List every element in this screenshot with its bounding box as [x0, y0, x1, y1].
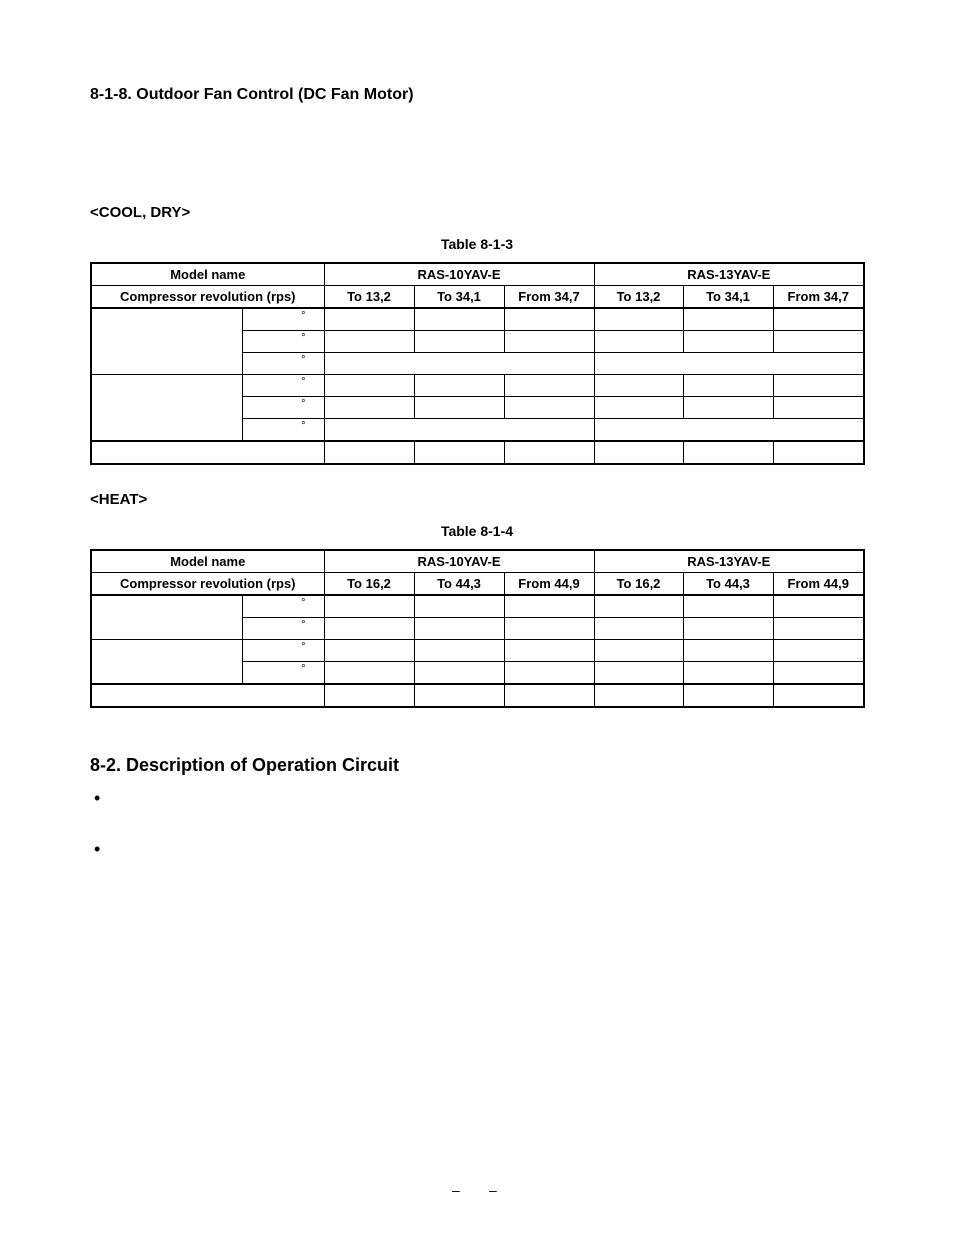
table-cell — [324, 618, 414, 640]
table-caption-8-1-4: Table 8-1-4 — [440, 523, 514, 539]
compressor-revolution-header: Compressor revolution (rps) — [91, 286, 324, 309]
bottom-row-label-cell — [91, 441, 324, 464]
model-name-header: Model name — [91, 263, 324, 286]
table-cell — [504, 441, 594, 464]
table-cell — [773, 308, 864, 331]
footer-dash-right: – — [489, 1182, 497, 1198]
row-group-cell — [91, 308, 242, 375]
model-b-header: RAS-13YAV-E — [594, 550, 864, 573]
table-cell — [594, 419, 864, 442]
degree-cell: ° — [242, 375, 324, 397]
col-header: To 13,2 — [594, 286, 683, 309]
table-cell — [504, 397, 594, 419]
table-8-1-4 — [90, 549, 865, 708]
table-cell — [414, 308, 504, 331]
table-cell — [773, 595, 864, 618]
table-cell — [414, 684, 504, 707]
col-header: From 34,7 — [504, 286, 594, 309]
footer-dash-left: – — [452, 1182, 460, 1198]
col-header: From 34,7 — [773, 286, 864, 309]
table-cell — [773, 397, 864, 419]
table-cell — [773, 375, 864, 397]
table-cell — [594, 640, 683, 662]
table-cell — [773, 331, 864, 353]
degree-cell: ° — [242, 618, 324, 640]
table-cell — [414, 397, 504, 419]
table-cell — [324, 353, 594, 375]
table-cell — [414, 618, 504, 640]
table-cell — [324, 595, 414, 618]
section-title-operation-circuit: 8-2. Description of Operation Circuit — [90, 755, 400, 775]
degree-cell: ° — [242, 353, 324, 375]
row-group-cell — [91, 375, 242, 442]
table-cell — [683, 441, 773, 464]
table-cell — [324, 375, 414, 397]
table-cell — [594, 618, 683, 640]
table-cell — [504, 684, 594, 707]
model-b-header: RAS-13YAV-E — [594, 263, 864, 286]
table-cell — [414, 441, 504, 464]
heat-label: <HEAT> — [90, 491, 148, 508]
table-cell — [683, 308, 773, 331]
degree-cell: ° — [242, 595, 324, 618]
bullet-marker: • — [94, 788, 101, 808]
table-cell — [504, 618, 594, 640]
table-cell — [683, 397, 773, 419]
table-cell — [773, 618, 864, 640]
degree-cell: ° — [242, 308, 324, 331]
table-cell — [594, 684, 683, 707]
table-cell — [594, 397, 683, 419]
degree-cell: ° — [242, 331, 324, 353]
model-name-header: Model name — [91, 550, 324, 573]
table-cell — [594, 308, 683, 331]
table-cell — [504, 331, 594, 353]
compressor-revolution-header: Compressor revolution (rps) — [91, 573, 324, 596]
table-cell — [594, 353, 864, 375]
table-cell — [773, 640, 864, 662]
bottom-row-label-cell — [91, 684, 324, 707]
table-cell — [594, 595, 683, 618]
col-header: To 44,3 — [683, 573, 773, 596]
table-cell — [683, 640, 773, 662]
table-cell — [414, 331, 504, 353]
table-cell — [683, 684, 773, 707]
table-cell — [324, 397, 414, 419]
table-cell — [504, 375, 594, 397]
model-a-header: RAS-10YAV-E — [324, 263, 594, 286]
degree-cell: ° — [242, 397, 324, 419]
table-cell — [683, 375, 773, 397]
table-cell — [504, 308, 594, 331]
table-cell — [773, 684, 864, 707]
col-header: From 44,9 — [504, 573, 594, 596]
table-cell — [324, 331, 414, 353]
table-cell — [324, 441, 414, 464]
col-header: To 16,2 — [594, 573, 683, 596]
table-8-1-3 — [90, 262, 865, 465]
col-header: From 44,9 — [773, 573, 864, 596]
table-cell — [324, 419, 594, 442]
table-cell — [594, 375, 683, 397]
table-caption-8-1-3: Table 8-1-3 — [440, 236, 514, 252]
table-cell — [324, 308, 414, 331]
table-cell — [594, 662, 683, 685]
table-cell — [683, 662, 773, 685]
col-header: To 44,3 — [414, 573, 504, 596]
table-cell — [683, 595, 773, 618]
table-cell — [773, 662, 864, 685]
table-cell — [594, 331, 683, 353]
col-header: To 34,1 — [414, 286, 504, 309]
row-group-cell — [91, 640, 242, 685]
table-cell — [414, 640, 504, 662]
table-cell — [324, 662, 414, 685]
section-heading-outdoor-fan: 8-1-8. Outdoor Fan Control (DC Fan Motor) — [90, 86, 414, 103]
table-cell — [324, 684, 414, 707]
table-cell — [504, 595, 594, 618]
cool-dry-label: <COOL, DRY> — [90, 204, 191, 221]
degree-cell: ° — [242, 640, 324, 662]
model-a-header: RAS-10YAV-E — [324, 550, 594, 573]
row-group-cell — [91, 595, 242, 640]
table-cell — [683, 618, 773, 640]
table-cell — [594, 441, 683, 464]
table-cell — [414, 595, 504, 618]
table-cell — [683, 331, 773, 353]
bullet-marker: • — [94, 839, 101, 859]
col-header: To 34,1 — [683, 286, 773, 309]
table-cell — [324, 640, 414, 662]
table-cell — [504, 662, 594, 685]
table-cell — [414, 375, 504, 397]
col-header: To 16,2 — [324, 573, 414, 596]
degree-cell: ° — [242, 419, 324, 442]
degree-cell: ° — [242, 662, 324, 685]
col-header: To 13,2 — [324, 286, 414, 309]
table-cell — [504, 640, 594, 662]
table-cell — [414, 662, 504, 685]
table-cell — [773, 441, 864, 464]
